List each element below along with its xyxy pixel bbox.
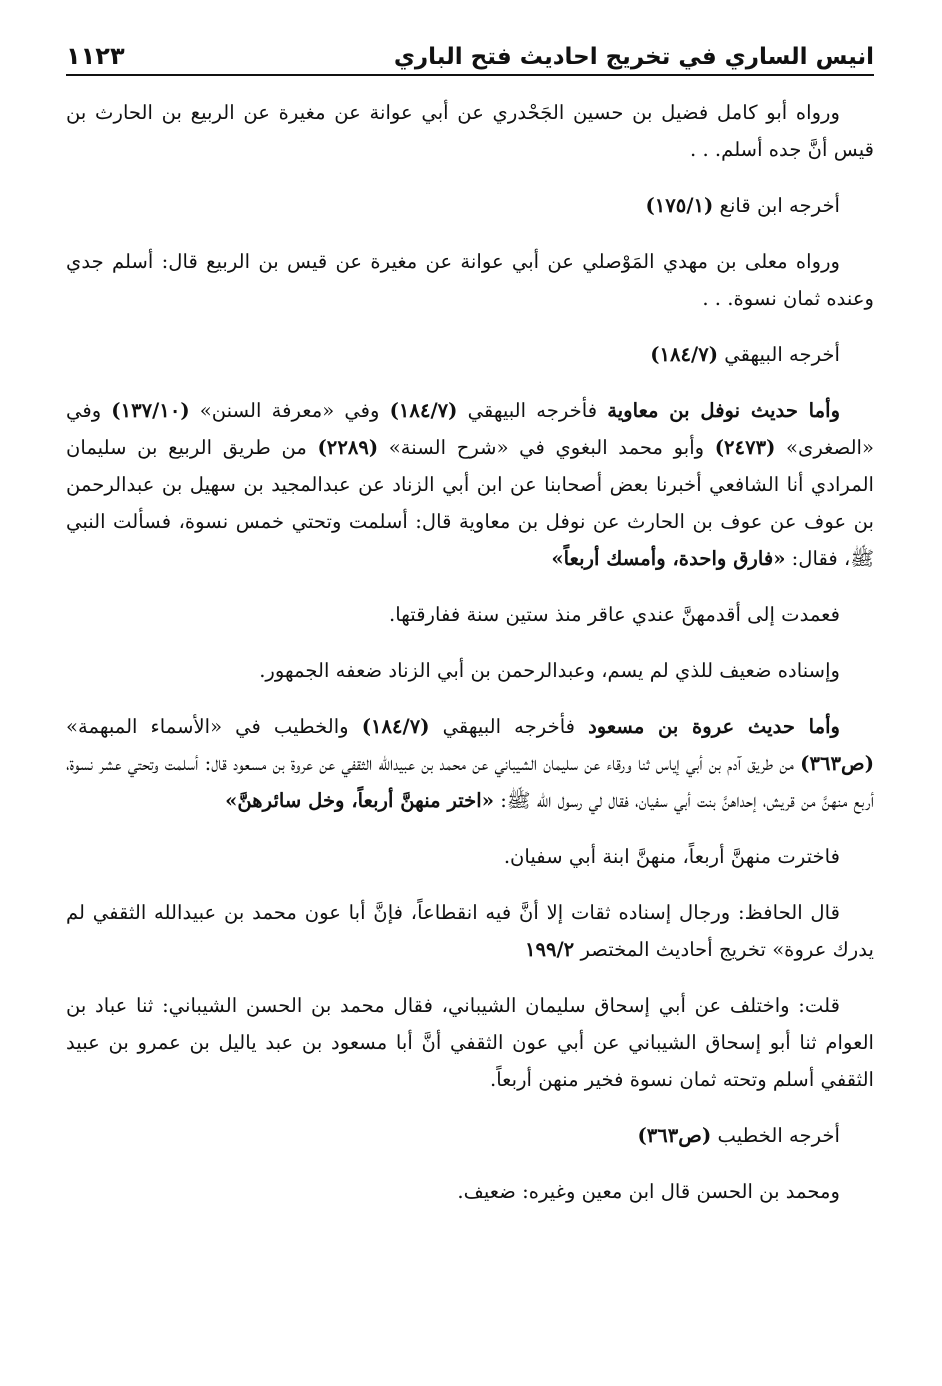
paragraph bbox=[66, 894, 874, 968]
text-segment: فأخرجه البيهقي bbox=[429, 715, 589, 738]
document-page bbox=[66, 28, 874, 1358]
bold-text-segment: «فارق واحدة، وأمسك أربعاً» bbox=[551, 547, 786, 570]
paragraph bbox=[66, 1117, 874, 1154]
text-segment: أخرجه ابن قانع bbox=[713, 194, 840, 217]
book-title: انيس الساري في تخريج احاديث فتح الباري bbox=[393, 44, 874, 70]
paragraph bbox=[66, 392, 874, 577]
text-segment: من طريق آدم بن أبي إياس ثنا ورقاء عن سليمان الشيباني عن محمد بن عبيدالله الثقفي عن عروة بن مسعود قال: أسلمت وتحتي عشر نسوة، أربع منهنَّ من قريش، إحداهنَّ بنت أبي سفيان، فقال لي رسول الله ﷺ: bbox=[66, 752, 874, 812]
page-number: ١١٢٣ bbox=[66, 42, 125, 70]
bold-text-segment: وأما حديث نوفل بن معاوية bbox=[607, 399, 841, 422]
text-segment: من طريق الربيع بن سليمان المرادي أنا الشافعي أخبرنا بعض أصحابنا عن ابن أبي الزناد عن عبدالمجيد بن سهيل بن عبدالرحمن بن عوف عن عوف بن الحارث عن نوفل بن معاوية قال: أسلمت وتحتي خمس نسوة، فسألت النبي ﷺ، فقال: bbox=[66, 436, 874, 570]
bold-text-segment: (٢٤٧٣) bbox=[714, 436, 776, 459]
text-segment: قلت: واختلف عن أبي إسحاق سليمان الشيباني، فقال محمد بن الحسن الشيباني: ثنا عباد بن العوام ثنا أبو إسحاق الشيباني عن أبي عون الثقفي أنَّ أبا مسعود بن عبد ياليل بن عمرو بن عبيد الثقفي أسلم وتحته ثمان نسوة فخير منهن أربعاً. bbox=[66, 994, 874, 1091]
text-segment: وفي «معرفة السنن» bbox=[189, 399, 390, 422]
text-segment: وفي «الصغرى» bbox=[66, 399, 874, 459]
text-segment: فأخرجه البيهقي bbox=[457, 399, 608, 422]
text-segment: أخرجه الخطيب bbox=[711, 1124, 840, 1147]
paragraph bbox=[66, 652, 874, 689]
bold-text-segment: ١٩٩/٢ bbox=[524, 938, 575, 961]
text-segment: فعمدت إلى أقدمهنَّ عندي عاقر منذ ستين سنة ففارقتها. bbox=[389, 603, 840, 626]
bold-text-segment: (١٨٤/٧) bbox=[389, 399, 458, 422]
paragraph bbox=[66, 596, 874, 633]
paragraph bbox=[66, 838, 874, 875]
bold-text-segment: (١٨٤/٧) bbox=[361, 715, 430, 738]
paragraph bbox=[66, 336, 874, 373]
document-body bbox=[66, 94, 874, 1210]
text-segment: ورواه معلى بن مهدي المَوْصلي عن أبي عوانة عن مغيرة عن قيس بن الربيع قال: أسلم جدي وعنده ثمان نسوة. . . bbox=[66, 250, 874, 310]
bold-text-segment: (ص٣٦٣) bbox=[637, 1124, 712, 1147]
text-segment: ومحمد بن الحسن قال ابن معين وغيره: ضعيف. bbox=[457, 1180, 840, 1203]
text-segment: ورواه أبو كامل فضيل بن حسين الجَحْدري عن أبي عوانة عن مغيرة عن الربيع بن الحارث بن قيس أنَّ جده أسلم. . . bbox=[66, 101, 874, 161]
bold-text-segment: (١٨٤/٧) bbox=[650, 343, 719, 366]
text-segment: والخطيب في «الأسماء المبهمة» bbox=[66, 715, 362, 738]
bold-text-segment: «اختر منهنَّ أربعاً، وخل سائرهنَّ» bbox=[225, 789, 494, 812]
text-segment: أخرجه البيهقي bbox=[718, 343, 840, 366]
paragraph bbox=[66, 94, 874, 168]
bold-text-segment: (١٧٥/١) bbox=[645, 194, 714, 217]
text-segment: وإسناده ضعيف للذي لم يسم، وعبدالرحمن بن أبي الزناد ضعفه الجمهور. bbox=[259, 659, 840, 682]
page-header bbox=[66, 28, 874, 76]
paragraph bbox=[66, 243, 874, 317]
bold-text-segment: (٢٢٨٩) bbox=[317, 436, 379, 459]
bold-text-segment: (ص٣٦٣) bbox=[800, 752, 874, 775]
paragraph bbox=[66, 708, 874, 819]
text-segment: قال الحافظ: ورجال إسناده ثقات إلا أنَّ فيه انقطاعاً، فإنَّ أبا عون محمد بن عبيدالله الثقفي لم يدرك عروة» تخريج أحاديث المختصر bbox=[66, 901, 874, 961]
paragraph bbox=[66, 187, 874, 224]
paragraph bbox=[66, 1173, 874, 1210]
text-segment: وأبو محمد البغوي في «شرح السنة» bbox=[378, 436, 715, 459]
bold-text-segment: وأما حديث عروة بن مسعود bbox=[588, 715, 840, 738]
paragraph bbox=[66, 987, 874, 1098]
bold-text-segment: (١٣٧/١٠) bbox=[111, 399, 190, 422]
text-segment: فاخترت منهنَّ أربعاً، منهنَّ ابنة أبي سفيان. bbox=[503, 845, 840, 868]
